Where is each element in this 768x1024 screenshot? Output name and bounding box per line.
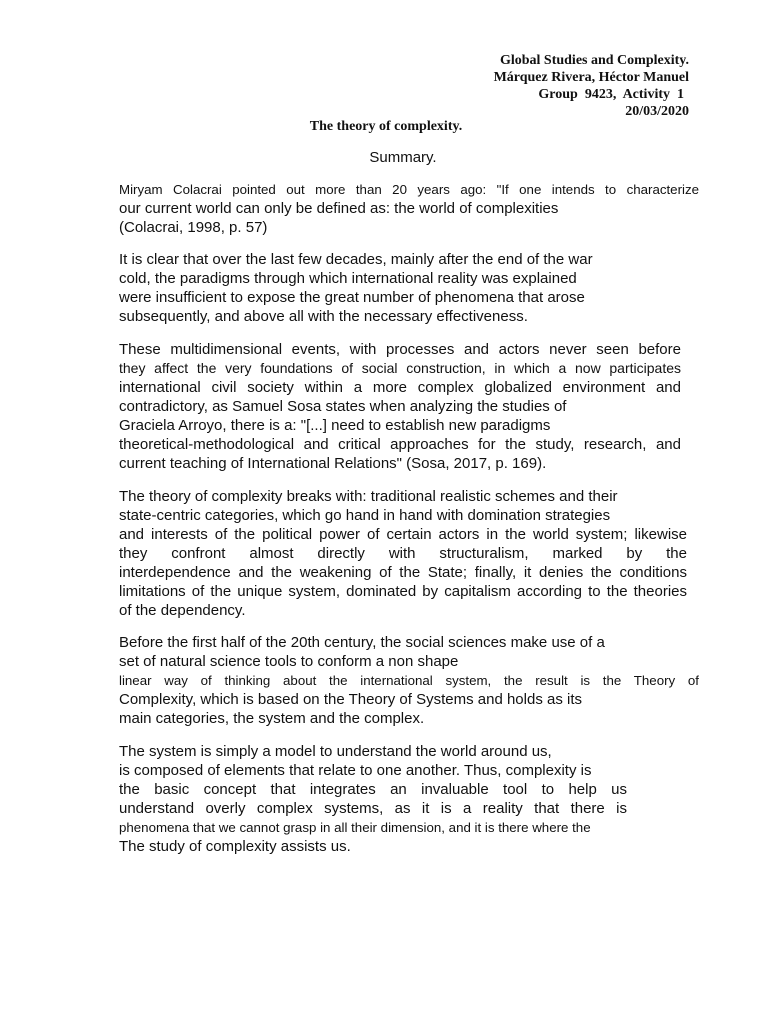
paragraph-1	[119, 180, 699, 237]
paragraph-line: Before the first half of the 20th century, the social sciences make use of a	[119, 634, 605, 651]
paragraph-line: These multidimensional events, with processes and actors never seen before	[119, 341, 681, 358]
paragraph-line: cold, the paradigms through which international reality was explained	[119, 270, 577, 287]
paragraph-line: were insufficient to expose the great number of phenomena that arose	[119, 289, 585, 306]
document-subtitle: Summary.	[369, 149, 437, 166]
paragraph-line: The study of complexity assists us.	[119, 838, 351, 855]
paragraph-line: international civil society within a more complex globalized environment and	[119, 379, 681, 396]
paragraph-6	[119, 742, 627, 856]
paragraph-line: set of natural science tools to conform a non shape	[119, 653, 459, 670]
paragraph-line: (Colacrai, 1998, p. 57)	[119, 219, 268, 236]
paragraph-line: of the dependency.	[119, 602, 246, 619]
paragraph-line: subsequently, and above all with the necessary effectiveness.	[119, 308, 528, 325]
paragraph-line: limitations of the unique system, dominated by capitalism according to the theories	[119, 583, 687, 600]
paragraph-3	[119, 340, 681, 473]
paragraph-line: current teaching of International Relations" (Sosa, 2017, p. 169).	[119, 455, 547, 472]
paragraph-2	[119, 250, 699, 326]
header-course: Global Studies and Complexity.	[499, 53, 689, 68]
paragraph-line: interdependence and the weakening of the State; finally, it denies the conditions	[119, 564, 687, 581]
paragraph-line: linear way of thinking about the international system, the result is the Theory of	[119, 673, 699, 688]
paragraph-line: Miryam Colacrai pointed out more than 20 years ago: "If one intends to characterize	[119, 182, 699, 197]
paragraph-line: state-centric categories, which go hand in hand with domination strategies	[119, 507, 611, 524]
header-group-activity: Group 9423, Activity 1	[538, 87, 684, 102]
paragraph-line: Complexity, which is based on the Theory of Systems and holds as its	[119, 691, 583, 708]
paragraph-line: is composed of elements that relate to one another. Thus, complexity is	[119, 762, 592, 779]
paragraph-line: It is clear that over the last few decades, mainly after the end of the war	[119, 251, 593, 268]
paragraph-line: they confront almost directly with structuralism, marked by the	[119, 545, 687, 562]
paragraph-line: the basic concept that integrates an invaluable tool to help us	[119, 781, 627, 798]
paragraph-line: contradictory, as Samuel Sosa states when analyzing the studies of	[119, 398, 567, 415]
paragraph-line: The system is simply a model to understand the world around us,	[119, 743, 552, 760]
header-author: Márquez Rivera, Héctor Manuel	[493, 70, 689, 85]
paragraph-5	[119, 633, 699, 728]
paragraph-line: Graciela Arroyo, there is a: "[...] need to establish new paradigms	[119, 417, 551, 434]
paragraph-line: and interests of the political power of certain actors in the world system; likewise	[119, 526, 687, 543]
paragraph-line: theoretical-methodological and critical approaches for the study, research, and	[119, 436, 681, 453]
paragraph-line: phenomena that we cannot grasp in all their dimension, and it is there where the	[119, 820, 591, 835]
paragraph-line: The theory of complexity breaks with: traditional realistic schemes and their	[119, 488, 618, 505]
document-title: The theory of complexity.	[309, 119, 463, 134]
paragraph-line: our current world can only be defined as: the world of complexities	[119, 200, 559, 217]
paragraph-line: they affect the very foundations of social construction, in which a now participates	[119, 360, 681, 376]
paragraph-line: main categories, the system and the complex.	[119, 710, 425, 727]
paragraph-4	[119, 487, 687, 620]
paragraph-line: understand overly complex systems, as it is a reality that there is	[119, 800, 627, 817]
header-date: 20/03/2020	[625, 104, 689, 119]
